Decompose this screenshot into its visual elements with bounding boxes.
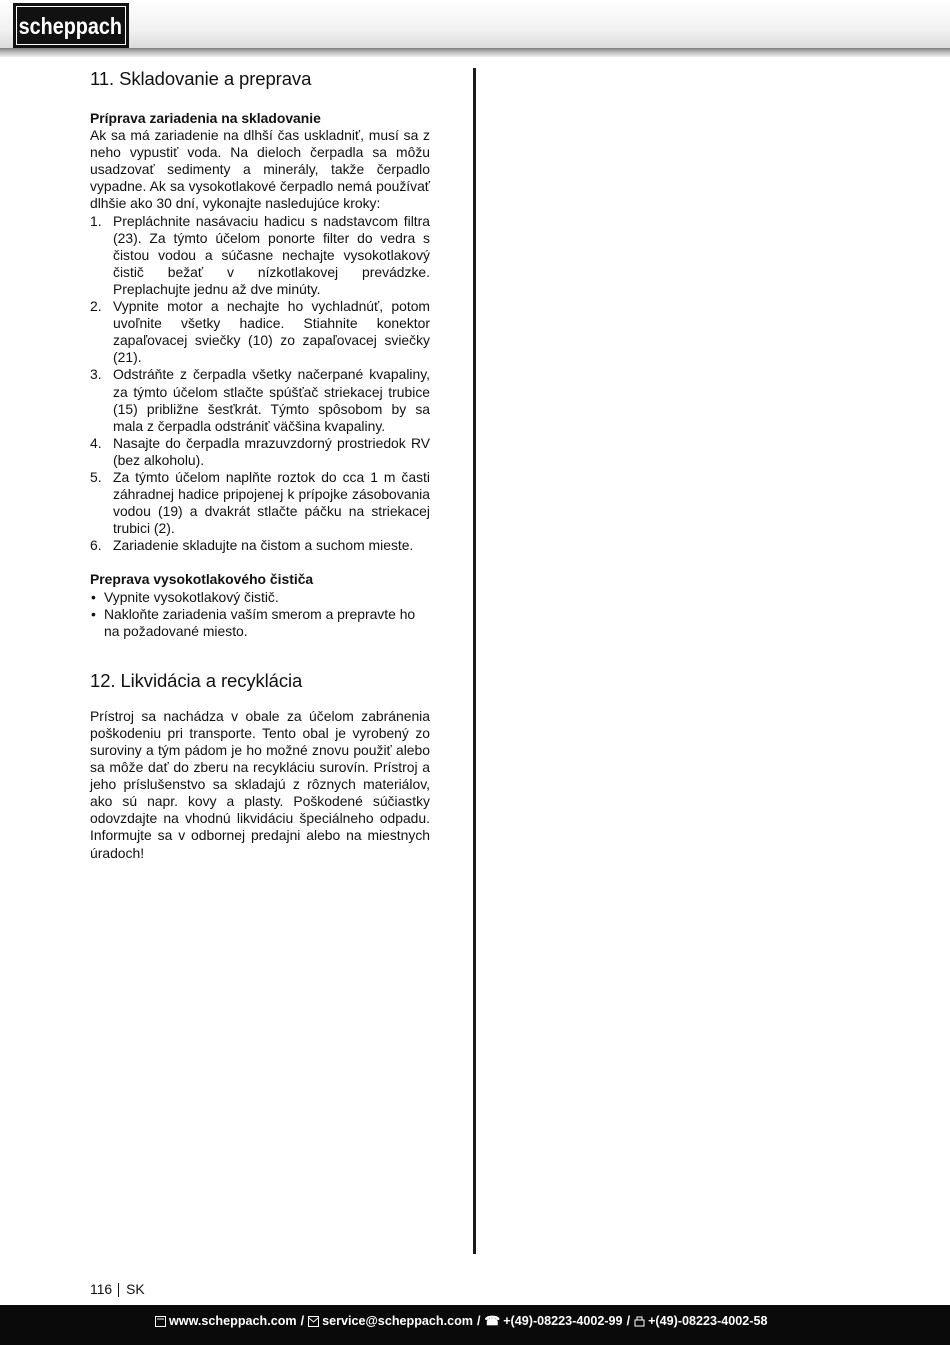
step-number: 6. <box>90 537 102 554</box>
step-number: 1. <box>90 212 102 229</box>
list-item <box>90 469 430 537</box>
footer-contact <box>155 1313 767 1329</box>
step-text: Za týmto účelom naplňte roztok do cca 1 m časti záhradnej hadice pripojenej k prípojke zásobovania vodou (19) a dvakrát stlačte páčku na striekacej trubici (2). <box>113 468 430 537</box>
logo-wordmark <box>19 8 123 44</box>
step-text: Odstráňte z čerpadla všetky načerpané kvapaliny, za týmto účelom stlačte spúšťač striekacej trubice (15) približne šesťkrát. Týmto spôsobom by sa mala z čerpadla odstrániť väčšina kvapaliny. <box>113 366 430 434</box>
page-number-value: 116 <box>90 1281 113 1297</box>
header-shadow <box>0 48 950 57</box>
step-number: 3. <box>90 366 102 383</box>
transport-list <box>90 589 430 640</box>
language-code: SK <box>126 1281 145 1297</box>
email-link[interactable]: service@scheppach.com <box>322 1314 473 1328</box>
step-number: 2. <box>90 298 102 315</box>
transport-heading: Preprava vysokotlakového čističa <box>90 571 314 588</box>
list-item <box>90 298 430 366</box>
footer-separator: / <box>477 1314 481 1328</box>
list-item <box>90 213 430 298</box>
step-number: 4. <box>90 434 102 451</box>
section-12-title: 12. Likvidácia a recyklácia <box>90 669 303 691</box>
logo-text: scheppach <box>19 13 122 40</box>
logo-frame <box>16 6 126 45</box>
list-item <box>90 606 430 640</box>
website-link[interactable]: www.scheppach.com <box>169 1314 297 1328</box>
storage-heading: Príprava zariadenia na skladovanie <box>90 110 321 126</box>
step-text: Vypnite motor a nechajte ho vychladnúť, potom uvoľnite všetky hadice. Stiahnite konektor zapaľovacej sviečky (10) zo zapaľovacej sviečky (21). <box>113 298 430 366</box>
bullet-text: Nakloňte zariadenia vaším smerom a prepravte ho na požadované miesto. <box>104 605 416 639</box>
brand-logo <box>13 3 129 48</box>
page-header <box>0 0 950 50</box>
bullet-icon: • <box>91 588 96 605</box>
list-item <box>90 537 430 554</box>
footer-separator: / <box>626 1314 631 1328</box>
step-text: Nasajte do čerpadla mrazuvzdorný prostriedok RV (bez alkoholu). <box>113 434 430 468</box>
content-column <box>90 68 430 862</box>
mail-icon <box>308 1316 319 1327</box>
bullet-icon: • <box>91 605 96 622</box>
page-number-divider <box>118 1283 119 1297</box>
column-divider <box>473 68 476 1254</box>
storage-intro: Ak sa má zariadenie na dlhší čas uskladniť, musí sa z neho vypustiť voda. Na dieloch čerpadla sa môžu usadzovať sedimenty a minerály, takže čerpadlo vypadne. Ak sa vysokotlakové čerpadlo nemá používať dlhšie ako 30 dní, vykonajte nasledujúce kroky: <box>90 127 430 212</box>
footer-separator: / <box>300 1314 305 1328</box>
disposal-body: Prístroj sa nachádza v obale za účelom zabránenia poškodeniu pri transporte. Tento obal je vyrobený zo suroviny a tým pádom je ho možné znovu použiť alebo sa môže dať do zberu na recykláciu surovín. Prístroj a jeho príslušenstvo sa skladajú z rôznych materiálov, ako sú napr. kovy a plasty. Poškodené súčiastky odovzdajte na vhodnú likvidáciu špeciálneho odpadu. Informujte sa v odbornej predajni alebo na miestnych úradoch! <box>90 707 430 861</box>
section-11-title: 11. Skladovanie a preprava <box>90 68 312 89</box>
step-text: Prepláchnite nasávaciu hadicu s nadstavcom filtra (23). Za týmto účelom ponorte filter do vedra s čistou vodou a súčasne nechajte vysokotlakový čistič bežať v nízkotlakovej prevádzke. Preplachujte jednu až dve minúty. <box>113 212 430 297</box>
fax-icon <box>634 1316 645 1327</box>
web-icon <box>155 1316 166 1327</box>
bullet-text: Vypnite vysokotlakový čistič. <box>104 588 279 605</box>
storage-steps <box>90 213 430 555</box>
phone-icon: ☎ <box>484 1314 501 1328</box>
list-item <box>90 366 430 434</box>
step-text: Zariadenie skladujte na čistom a suchom mieste. <box>113 537 414 554</box>
phone-number: +(49)-08223-4002-99 <box>503 1314 623 1328</box>
list-item <box>90 589 430 606</box>
list-item <box>90 435 430 469</box>
page-number <box>90 1281 145 1298</box>
fax-number: +(49)-08223-4002-58 <box>648 1314 768 1328</box>
step-number: 5. <box>90 468 102 485</box>
